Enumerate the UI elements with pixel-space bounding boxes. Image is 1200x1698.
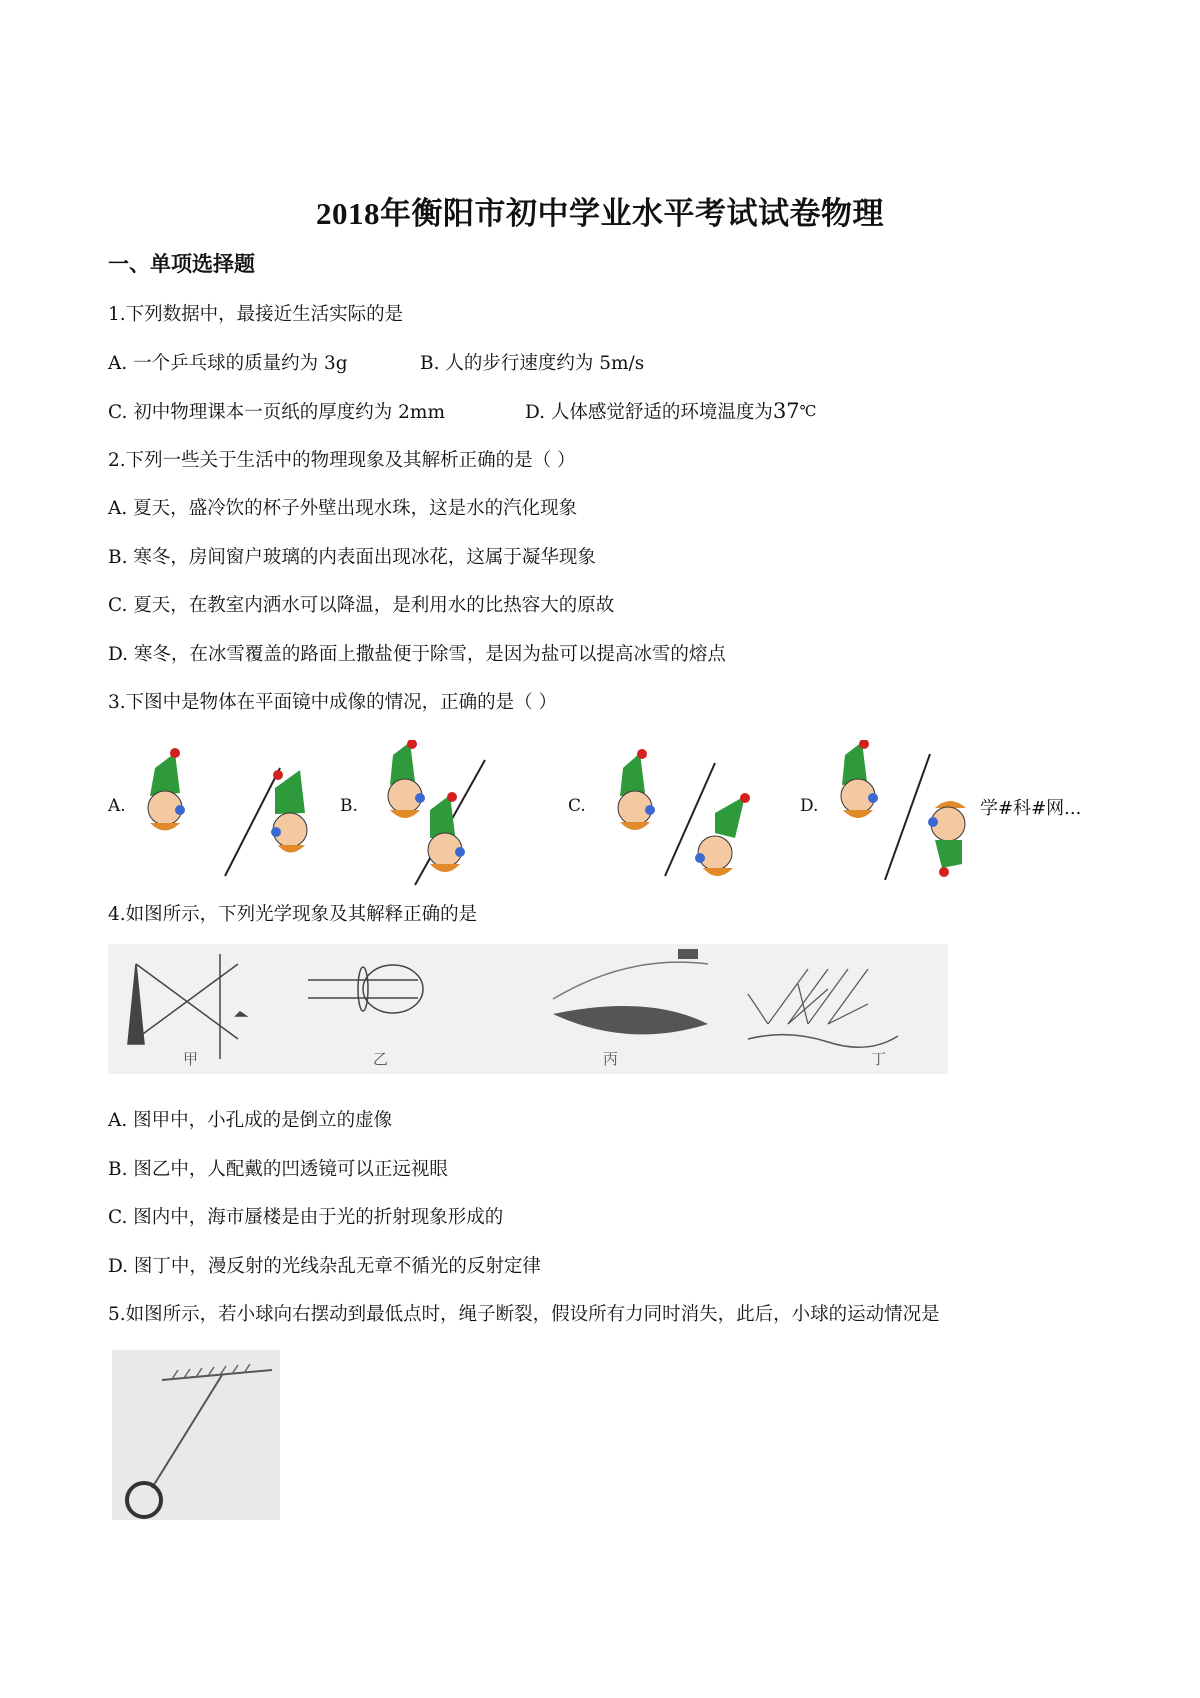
pinhole-diagram <box>128 954 246 1059</box>
celsius-unit: ℃ <box>799 402 817 420</box>
figure-label-a: A. <box>108 796 126 816</box>
question-2-option-a: A. 夏天，盛冷饮的杯子外壁出现水珠，这是水的汽化现象 <box>108 498 578 519</box>
elf-head-object <box>618 749 655 830</box>
mirror-figure-d <box>830 740 980 880</box>
mirror-line <box>885 754 930 880</box>
figure-label-d: D. <box>800 796 819 816</box>
pendulum-figure <box>112 1350 280 1520</box>
elf-head-image <box>271 770 307 853</box>
fig-label-ding: 丁 <box>871 1050 887 1068</box>
temperature-value: 37 <box>772 399 800 423</box>
question-1-option-d <box>525 398 816 424</box>
question-3-stem: 3.下图中是物体在平面镜中成像的情况，正确的是（ ） <box>108 692 558 713</box>
diffuse-reflection-diagram <box>748 969 898 1047</box>
fig-label-bing: 丙 <box>603 1050 619 1068</box>
question-2-option-b: B. 寒冬，房间窗户玻璃的内表面出现冰花，这属于凝华现象 <box>108 547 596 568</box>
optics-figure-strip <box>108 944 948 1074</box>
question-4-stem: 4.如图所示，下列光学现象及其解释正确的是 <box>108 904 478 925</box>
question-4-option-b: B. 图乙中，人配戴的凹透镜可以正远视眼 <box>108 1159 448 1180</box>
question-1-option-a: A. 一个乒乓球的质量约为 3g <box>108 353 348 374</box>
mirror-figure-b <box>375 740 575 890</box>
fig-label-yi: 乙 <box>373 1050 389 1068</box>
elf-head-object <box>388 740 425 818</box>
optics-diagrams <box>108 944 948 1074</box>
question-1-stem: 1.下列数据中，最接近生活实际的是 <box>108 304 404 325</box>
figure-label-b: B. <box>340 796 358 816</box>
question-1-option-c: C. 初中物理课本一页纸的厚度约为 2mm <box>108 402 445 423</box>
question-1-option-d-text: D. 人体感觉舒适的环境温度为 <box>525 402 773 423</box>
question-2-option-d: D. 寒冬，在冰雪覆盖的路面上撒盐便于除雪，是因为盐可以提高冰雪的熔点 <box>108 644 726 665</box>
pendulum-diagram <box>112 1350 280 1520</box>
question-1-option-b: B. 人的步行速度约为 5m/s <box>420 353 645 374</box>
watermark-text: 学#科#网... <box>980 798 1082 819</box>
question-5-stem: 5.如图所示，若小球向右摆动到最低点时，绳子断裂，假设所有力同时消失，此后，小球的运动情况是 <box>108 1304 940 1325</box>
question-2-stem: 2.下列一些关于生活中的物理现象及其解析正确的是（ ） <box>108 450 576 471</box>
mirror-figure-c <box>605 748 805 898</box>
question-4-option-c: C. 图内中，海市蜃楼是由于光的折射现象形成的 <box>108 1207 504 1228</box>
question-4-option-d: D. 图丁中，漫反射的光线杂乱无章不循光的反射定律 <box>108 1256 541 1277</box>
elf-head-image <box>695 793 750 876</box>
page-title: 2018年衡阳市初中学业水平考试试卷物理 <box>316 196 884 231</box>
mirror-figure-a <box>130 748 330 888</box>
elf-head-object <box>841 740 878 818</box>
elf-head-image-inverted <box>928 801 966 877</box>
mirror-line <box>225 768 280 876</box>
question-2-option-c: C. 夏天，在教室内洒水可以降温，是利用水的比热容大的原故 <box>108 595 615 616</box>
mirage-diagram <box>553 949 708 1034</box>
fig-label-jia: 甲 <box>183 1050 199 1068</box>
question-4-option-a: A. 图甲中，小孔成的是倒立的虚像 <box>108 1110 393 1131</box>
eye-lens-diagram <box>308 965 423 1013</box>
section-heading: 一、单项选择题 <box>108 251 255 276</box>
figure-label-c: C. <box>568 796 586 816</box>
elf-head-object <box>148 748 185 831</box>
